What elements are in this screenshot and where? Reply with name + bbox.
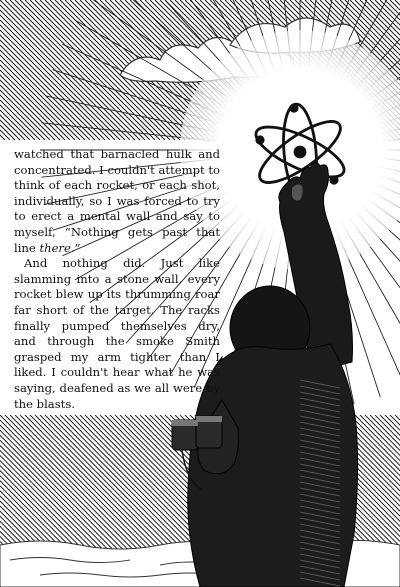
paragraph-2: And nothing did. Just like slamming into a stone wall, every rocket blew up its thrumming roar far short of the target. The racks finally pumped themselves dry, and through the smoke Smith grasped my arm tighter than I liked. I couldn't hear what he was saying, deafened as we all were by the blasts. [14, 256, 220, 411]
paragraph-1-text: watched that barnacled hulk and concentrated. I couldn't attempt to think of each rocket, or each shot, individually, so I was forced to try to erect a mental wall and say to myself, “Nothing gets past that line [14, 147, 221, 255]
story-text-column [14, 147, 220, 412]
paragraph-1 [14, 147, 220, 256]
hatch-line [0, 0, 140, 140]
binoculars-icon [172, 416, 222, 450]
paragraph-1-end: .” [70, 240, 81, 255]
hatch-line [0, 0, 115, 140]
emphasis-word: there [39, 240, 71, 255]
hatch-line [0, 0, 15, 140]
hatch-line [0, 0, 85, 140]
